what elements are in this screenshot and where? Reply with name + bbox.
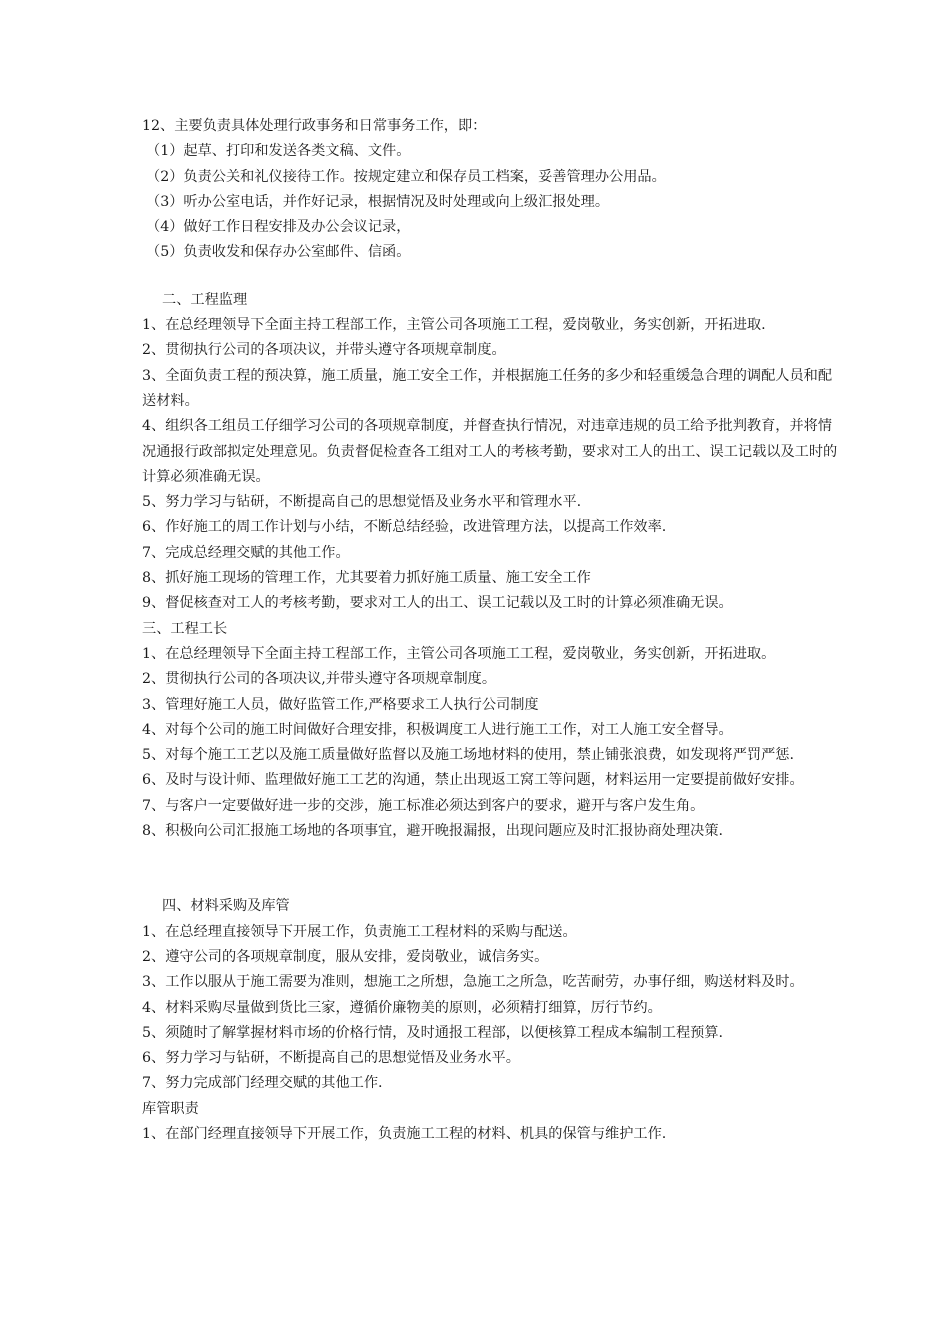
section3-item-2: 2、贯彻执行公司的各项决议,并带头遵守各项规章制度。 xyxy=(142,671,497,688)
section2-heading: 二、工程监理 xyxy=(162,291,248,308)
section4-item-5: 5、须随时了解掌握材料市场的价格行情，及时通报工程部，以便核算工程成本编制工程预算. xyxy=(142,1024,724,1041)
section4-item-2: 2、遵守公司的各项规章制度，服从安排，爱岗敬业，诚信务实。 xyxy=(142,948,549,965)
section2-item-4: 4、组织各工组员工仔细学习公司的各项规章制度，并督查执行情况，对违章违规的员工给予批判教育，并将情况通报行政部拟定处理意见。负责督促检查各工组对工人的考核考勤，要求对工人的出工、误工记载以及工时的计算必须准确无误。 xyxy=(142,418,838,485)
section2-item-7: 7、完成总经理交赋的其他工作。 xyxy=(142,544,350,561)
section4-item-4: 4、材料采购尽量做到货比三家，遵循价廉物美的原则，必须精打细算，厉行节约。 xyxy=(142,999,662,1016)
section2-item-8: 8、抓好施工现场的管理工作，尤其要着力抓好施工质量、施工安全工作 xyxy=(142,570,591,587)
document-page xyxy=(142,114,842,1147)
section2-item-2: 2、贯彻执行公司的各项决议，并带头遵守各项规章制度。 xyxy=(142,342,506,359)
section4-heading: 四、材料采购及库管 xyxy=(162,898,290,915)
section3-item-1: 1、在总经理领导下全面主持工程部工作，主管公司各项施工工程，爱岗敬业，务实创新，开拓进取。 xyxy=(142,645,776,662)
section3-item-4: 4、对每个公司的施工时间做好合理安排，积极调度工人进行施工工作，对工人施工安全督导。 xyxy=(142,721,733,738)
section2-item-9: 9、督促核查对工人的考核考勤，要求对工人的出工、误工记载以及工时的计算必须准确无误。 xyxy=(142,595,733,612)
section4-item-6: 6、努力学习与钻研，不断提高自己的思想觉悟及业务水平。 xyxy=(142,1050,520,1067)
section1-item-1: （1）起草、打印和发送各类文稿、文件。 xyxy=(146,143,411,160)
section3-item-6: 6、及时与设计师、监理做好施工工艺的沟通，禁止出现返工窝工等问题，材料运用一定要提前做好安排。 xyxy=(142,772,804,789)
section3-item-5: 5、对每个施工工艺以及施工质量做好监督以及施工场地材料的使用，禁止铺张浪费，如发现将严罚严惩. xyxy=(142,747,794,764)
section1-intro: 12、主要负责具体处理行政事务和日常事务工作，即： xyxy=(142,118,487,134)
section1-item-2: （2）负责公关和礼仪接待工作。按规定建立和保存员工档案，妥善管理办公用品。 xyxy=(146,168,666,185)
section-engineering-foreman xyxy=(142,617,842,845)
spacer xyxy=(142,266,842,288)
section2-item-1: 1、在总经理领导下全面主持工程部工作，主管公司各项施工工程，爱岗敬业，务实创新，开拓进取. xyxy=(142,317,766,334)
section4-item-3: 3、工作以服从于施工需要为准则，想施工之所想，急施工之所急，吃苦耐劳，办事仔细，购送材料及时。 xyxy=(142,974,804,991)
section3-item-8: 8、积极向公司汇报施工场地的各项事宜，避开晚报漏报，出现问题应及时汇报协商处理决策. xyxy=(142,823,724,840)
section2-item-5: 5、努力学习与钻研，不断提高自己的思想觉悟及业务水平和管理水平. xyxy=(142,494,582,511)
section1-item-3: （3）听办公室电话，并作好记录，根据情况及时处理或向上级汇报处理。 xyxy=(146,193,610,210)
section4-subheading: 库管职责 xyxy=(142,1100,199,1117)
section-materials-procurement xyxy=(142,894,842,1147)
section1-item-4: （4）做好工作日程安排及办公会议记录， xyxy=(146,219,411,236)
section3-item-7: 7、与客户一定要做好进一步的交涉，施工标准必须达到客户的要求，避开与客户发生角。 xyxy=(142,797,705,814)
section-engineering-supervision xyxy=(142,288,842,617)
spacer xyxy=(142,844,842,894)
section4-item-1: 1、在总经理直接领导下开展工作，负责施工工程材料的采购与配送。 xyxy=(142,923,577,940)
section3-item-3: 3、管理好施工人员，做好监管工作,严格要求工人执行公司制度 xyxy=(142,696,539,713)
section4-sub-item-1: 1、在部门经理直接领导下开展工作，负责施工工程的材料、机具的保管与维护工作. xyxy=(142,1125,667,1142)
section1-item-5: （5）负责收发和保存办公室邮件、信函。 xyxy=(146,244,411,261)
section2-item-6: 6、作好施工的周工作计划与小结，不断总结经验，改进管理方法，以提高工作效率. xyxy=(142,519,667,536)
section3-heading: 三、工程工长 xyxy=(142,620,228,637)
section-admin-duties xyxy=(142,114,842,266)
section2-item-3: 3、全面负责工程的预决算，施工质量，施工安全工作，并根据施工任务的多少和轻重缓急合理的调配人员和配送材料。 xyxy=(142,367,833,409)
section4-item-7: 7、努力完成部门经理交赋的其他工作. xyxy=(142,1075,383,1092)
